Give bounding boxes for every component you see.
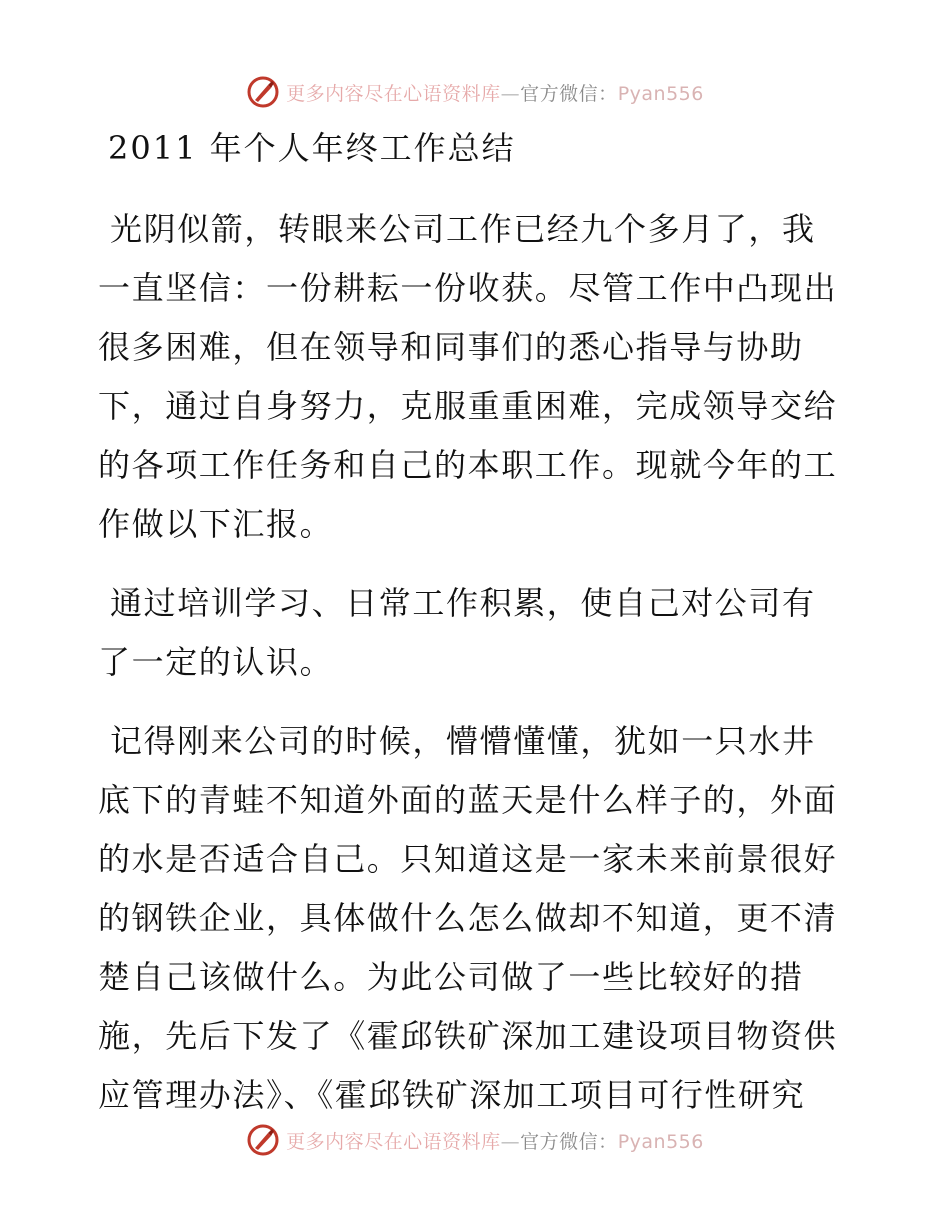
pen-logo-icon	[246, 75, 280, 109]
header-watermark	[0, 72, 950, 112]
text-line: 应管理办法》、《霍邱铁矿深加工项目可行性研究	[98, 1076, 806, 1114]
text-line: 通过培训学习、日常工作积累，使自己对公司有	[110, 584, 816, 622]
document-body	[98, 200, 858, 1145]
text-line: 记得刚来公司的时候，懵懵懂懂，犹如一只水井	[110, 722, 816, 760]
pen-logo-icon	[246, 1123, 280, 1157]
watermark-text: 更多内容尽在心语资料库—官方微信：Pyan556	[286, 82, 704, 105]
text-line: 一直坚信：一份耕耘一份收获。尽管工作中凸现出	[98, 269, 838, 307]
text-line: 了一定的认识。	[98, 643, 334, 681]
paragraph	[98, 200, 858, 554]
text-line: 下，通过自身努力，克服重重困难，完成领导交给	[98, 387, 838, 425]
text-line: 的水是否适合自己。只知道这是一家未来前景很好	[98, 840, 838, 878]
text-line: 施，先后下发了《霍邱铁矿深加工建设项目物资供	[98, 1017, 838, 1055]
paragraph	[98, 574, 858, 692]
text-line: 底下的青蛙不知道外面的蓝天是什么样子的，外面	[98, 781, 838, 819]
paragraph	[98, 712, 858, 1125]
footer-watermark	[0, 1120, 950, 1160]
document-title: 2011 年个人年终工作总结	[108, 129, 516, 167]
text-line: 光阴似箭，转眼来公司工作已经九个多月了，我	[110, 210, 816, 248]
watermark-text: 更多内容尽在心语资料库—官方微信：Pyan556	[286, 1130, 704, 1153]
text-line: 的各项工作任务和自己的本职工作。现就今年的工	[98, 446, 838, 484]
text-line: 很多困难，但在领导和同事们的悉心指导与协助	[98, 328, 804, 366]
text-line: 作做以下汇报。	[98, 505, 334, 543]
text-line: 楚自己该做什么。为此公司做了一些比较好的措	[98, 958, 804, 996]
text-line: 的钢铁企业，具体做什么怎么做却不知道，更不清	[98, 899, 838, 937]
